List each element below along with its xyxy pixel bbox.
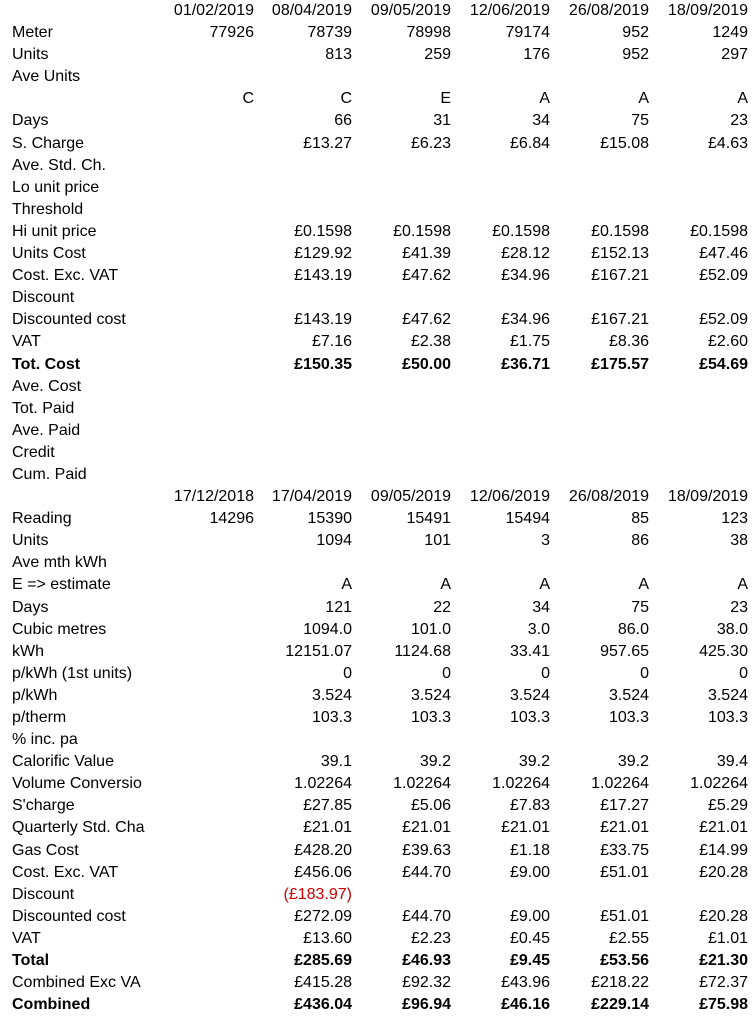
electricity-cell: £54.69	[699, 355, 748, 373]
gas-cell: 121	[325, 598, 352, 616]
electricity-cell: 78998	[406, 24, 451, 42]
electricity-row	[0, 199, 754, 221]
electricity-cell: £152.13	[591, 245, 649, 263]
electricity-row	[0, 420, 754, 442]
electricity-row-label: Tot. Cost	[12, 355, 81, 373]
gas-cell: £285.69	[294, 952, 352, 970]
electricity-cell: £41.39	[402, 245, 451, 263]
gas-cell: 86.0	[617, 620, 649, 638]
gas-cell: 3.524	[509, 686, 550, 704]
gas-row-label: Cost. Exc. VAT	[12, 863, 119, 881]
electricity-cell: C	[340, 90, 352, 108]
gas-cell: £1.18	[509, 841, 550, 859]
gas-cell: A	[737, 576, 748, 594]
gas-cell: 38	[730, 532, 748, 550]
gas-cell: 39.2	[617, 753, 649, 771]
gas-cell: 14296	[209, 510, 254, 528]
gas-cell: 1.02264	[591, 775, 649, 793]
gas-row	[0, 994, 754, 1016]
gas-cell: £51.01	[600, 863, 649, 881]
gas-cell: 86	[631, 532, 649, 550]
electricity-cell: 952	[622, 46, 649, 64]
gas-cell: £20.28	[699, 863, 748, 881]
gas-row-label: Discount	[12, 885, 75, 903]
gas-cell: £20.28	[699, 907, 748, 925]
electricity-cell: £34.96	[501, 267, 550, 285]
electricity-row	[0, 243, 754, 265]
gas-cell: £9.00	[509, 863, 550, 881]
electricity-row-label: S. Charge	[12, 134, 85, 152]
gas-cell: £456.06	[294, 863, 352, 881]
gas-row	[0, 508, 754, 530]
gas-cell: 22	[433, 598, 451, 616]
gas-section	[0, 486, 754, 1016]
gas-cell: 1094.0	[303, 620, 352, 638]
gas-cell: 1.02264	[690, 775, 748, 793]
electricity-cell: £2.60	[707, 333, 748, 351]
electricity-cell: £167.21	[591, 311, 649, 329]
electricity-cell: £0.1598	[294, 222, 352, 240]
electricity-row	[0, 464, 754, 486]
electricity-cell: 01/02/2019	[173, 2, 254, 19]
gas-cell: £13.60	[303, 929, 352, 947]
gas-row-label: Quarterly Std. Cha	[12, 819, 145, 837]
electricity-cell: £175.57	[591, 355, 649, 373]
gas-cell: 39.1	[320, 753, 352, 771]
electricity-cell: £52.09	[699, 267, 748, 285]
gas-cell: 103.3	[707, 709, 748, 726]
electricity-row	[0, 44, 754, 66]
gas-cell: £7.83	[509, 797, 550, 815]
electricity-cell: A	[539, 90, 550, 108]
gas-cell: 17/04/2019	[271, 488, 352, 506]
gas-row-label: Combined Exc VA	[12, 974, 141, 992]
gas-cell: A	[341, 576, 352, 594]
gas-cell: 23	[730, 598, 748, 616]
electricity-row	[0, 0, 754, 22]
electricity-row-label: VAT	[12, 333, 41, 351]
electricity-cell: 12/06/2019	[469, 2, 550, 19]
gas-cell: £46.93	[402, 952, 451, 970]
gas-row	[0, 707, 754, 729]
gas-cell: £51.01	[600, 907, 649, 925]
electricity-row	[0, 22, 754, 44]
electricity-cell: 297	[721, 46, 748, 64]
electricity-row	[0, 442, 754, 464]
electricity-row-label: Lo unit price	[12, 178, 100, 196]
gas-cell: £218.22	[591, 974, 649, 992]
gas-cell: £428.20	[294, 841, 352, 859]
gas-cell: £44.70	[402, 907, 451, 925]
gas-cell: £436.04	[294, 996, 352, 1014]
electricity-cell: £2.38	[410, 333, 451, 351]
gas-cell: 15491	[406, 510, 451, 528]
electricity-row	[0, 177, 754, 199]
gas-cell: A	[539, 576, 550, 594]
gas-cell: £21.01	[303, 819, 352, 837]
electricity-row-label: Ave. Std. Ch.	[12, 156, 106, 174]
electricity-cell: 18/09/2019	[667, 2, 748, 19]
gas-cell: 09/05/2019	[370, 488, 451, 506]
gas-cell: £43.96	[501, 974, 550, 992]
electricity-cell: 23	[730, 112, 748, 130]
gas-cell: £415.28	[294, 974, 352, 992]
gas-cell: £44.70	[402, 863, 451, 881]
gas-row	[0, 884, 754, 906]
electricity-cell: £13.27	[303, 134, 352, 152]
gas-row	[0, 928, 754, 950]
gas-cell: £21.30	[699, 952, 748, 970]
electricity-cell: A	[638, 90, 649, 108]
electricity-cell: 77926	[209, 24, 254, 42]
gas-cell: 103.3	[311, 709, 352, 726]
gas-cell: £72.37	[699, 974, 748, 992]
gas-cell: 1.02264	[492, 775, 550, 793]
gas-cell: 0	[442, 664, 451, 682]
gas-cell: 101	[424, 532, 451, 550]
electricity-cell: £34.96	[501, 311, 550, 329]
gas-cell: 1.02264	[393, 775, 451, 793]
electricity-row-label: Ave. Cost	[12, 377, 82, 395]
gas-row-label: Units	[12, 532, 49, 550]
electricity-row	[0, 88, 754, 110]
electricity-cell: 79174	[505, 24, 550, 42]
electricity-row-label: Meter	[12, 24, 53, 42]
electricity-row-label: Discounted cost	[12, 311, 126, 329]
electricity-row-label: Days	[12, 112, 49, 130]
gas-cell: 3.0	[527, 620, 550, 638]
electricity-cell: 176	[523, 46, 550, 64]
gas-cell: 123	[721, 510, 748, 528]
gas-row-label: p/kWh (1st units)	[12, 664, 133, 682]
gas-cell: 1094	[316, 532, 352, 550]
electricity-cell: £6.23	[410, 134, 451, 152]
gas-cell: £27.85	[303, 797, 352, 815]
gas-row-label: p/therm	[12, 709, 67, 726]
electricity-cell: £0.1598	[492, 222, 550, 240]
gas-cell: 957.65	[600, 642, 649, 660]
electricity-row	[0, 331, 754, 353]
electricity-cell: £4.63	[707, 134, 748, 152]
gas-row-label: Cubic metres	[12, 620, 107, 638]
gas-cell: 34	[532, 598, 550, 616]
gas-cell: 425.30	[699, 642, 748, 660]
gas-cell: £46.16	[501, 996, 550, 1014]
gas-cell: (£183.97)	[283, 885, 352, 903]
gas-cell: A	[638, 576, 649, 594]
electricity-cell: £15.08	[600, 134, 649, 152]
electricity-row-label: Ave Units	[12, 68, 81, 86]
electricity-cell: £36.71	[501, 355, 550, 373]
electricity-cell: £28.12	[501, 245, 550, 263]
gas-cell: £9.00	[509, 907, 550, 925]
gas-cell: 3.524	[707, 686, 748, 704]
gas-cell: 0	[640, 664, 649, 682]
electricity-cell: £52.09	[699, 311, 748, 329]
gas-cell: 85	[631, 510, 649, 528]
electricity-cell: £47.62	[402, 311, 451, 329]
electricity-row	[0, 66, 754, 88]
electricity-row-label: Cost. Exc. VAT	[12, 267, 119, 285]
gas-cell: £1.01	[707, 929, 748, 947]
gas-row	[0, 795, 754, 817]
gas-cell: 3.524	[608, 686, 649, 704]
electricity-cell: £47.46	[699, 245, 748, 263]
electricity-row-label: Hi unit price	[12, 222, 97, 240]
electricity-cell: 259	[424, 46, 451, 64]
gas-cell: 26/08/2019	[568, 488, 649, 506]
gas-cell: £0.45	[509, 929, 550, 947]
gas-row-label: Discounted cost	[12, 907, 126, 925]
gas-cell: 17/12/2018	[173, 488, 254, 506]
gas-row	[0, 574, 754, 596]
electricity-cell: £0.1598	[393, 222, 451, 240]
gas-row-label: kWh	[12, 642, 44, 660]
electricity-cell: 75	[631, 112, 649, 130]
gas-cell: 75	[631, 598, 649, 616]
gas-cell: £96.94	[402, 996, 451, 1014]
gas-cell: 103.3	[509, 709, 550, 726]
electricity-cell: £47.62	[402, 267, 451, 285]
electricity-cell: 09/05/2019	[370, 2, 451, 19]
gas-cell: £2.23	[410, 929, 451, 947]
gas-row	[0, 950, 754, 972]
electricity-cell: 26/08/2019	[568, 2, 649, 19]
gas-cell: 15390	[307, 510, 352, 528]
electricity-cell: £7.16	[311, 333, 352, 351]
gas-row-label: Reading	[12, 510, 72, 528]
electricity-row	[0, 110, 754, 132]
electricity-cell: £167.21	[591, 267, 649, 285]
gas-cell: 12/06/2019	[469, 488, 550, 506]
gas-cell: 18/09/2019	[667, 488, 748, 506]
gas-row-label: Gas Cost	[12, 841, 79, 859]
gas-row	[0, 972, 754, 994]
electricity-row	[0, 155, 754, 177]
electricity-row	[0, 221, 754, 243]
gas-cell: £229.14	[591, 996, 649, 1014]
gas-row-label: VAT	[12, 929, 41, 947]
gas-row	[0, 906, 754, 928]
electricity-cell: £6.84	[509, 134, 550, 152]
gas-row	[0, 773, 754, 795]
gas-row	[0, 751, 754, 773]
electricity-row	[0, 354, 754, 376]
gas-row-label: p/kWh	[12, 686, 58, 704]
gas-cell: 39.2	[518, 753, 550, 771]
gas-cell: £92.32	[402, 974, 451, 992]
gas-row	[0, 486, 754, 508]
gas-row-label: % inc. pa	[12, 731, 78, 749]
electricity-cell: 66	[334, 112, 352, 130]
gas-cell: 39.2	[419, 753, 451, 771]
gas-row	[0, 685, 754, 707]
electricity-cell: 813	[325, 46, 352, 64]
gas-cell: 3.524	[311, 686, 352, 704]
electricity-row-label: Cum. Paid	[12, 465, 87, 483]
gas-cell: 15494	[505, 510, 550, 528]
electricity-cell: 1249	[712, 24, 748, 42]
electricity-cell: 31	[433, 112, 451, 130]
gas-cell: 103.3	[608, 709, 649, 726]
electricity-row-label: Units	[12, 46, 49, 64]
gas-row-label: Days	[12, 598, 49, 616]
gas-row-label: Ave mth kWh	[12, 554, 107, 572]
gas-cell: 0	[541, 664, 550, 682]
electricity-cell: 34	[532, 112, 550, 130]
gas-cell: £53.56	[600, 952, 649, 970]
electricity-cell: 78739	[307, 24, 352, 42]
electricity-cell: £143.19	[294, 267, 352, 285]
electricity-row-label: Units Cost	[12, 245, 86, 263]
gas-cell: £5.06	[410, 797, 451, 815]
electricity-cell: C	[242, 90, 254, 108]
gas-cell: 0	[739, 664, 748, 682]
gas-row	[0, 840, 754, 862]
gas-cell: 12151.07	[285, 642, 352, 660]
gas-cell: £17.27	[600, 797, 649, 815]
gas-cell: 3.524	[410, 686, 451, 704]
electricity-cell: £0.1598	[690, 222, 748, 240]
gas-cell: £5.29	[707, 797, 748, 815]
gas-cell: 1124.68	[394, 642, 451, 660]
gas-row-label: S'charge	[12, 797, 75, 815]
gas-cell: 1.02264	[294, 775, 352, 793]
gas-cell: 3	[541, 532, 550, 550]
gas-row-label: E => estimate	[12, 576, 111, 594]
electricity-row	[0, 265, 754, 287]
gas-cell: 38.0	[716, 620, 748, 638]
gas-cell: £272.09	[294, 907, 352, 925]
electricity-cell: A	[737, 90, 748, 108]
gas-cell: £39.63	[402, 841, 451, 859]
gas-cell: £21.01	[699, 819, 748, 837]
gas-row-label: Calorific Value	[12, 753, 114, 771]
electricity-cell: 08/04/2019	[271, 2, 352, 19]
gas-row-label: Volume Conversio	[12, 775, 142, 793]
gas-cell: A	[440, 576, 451, 594]
electricity-row	[0, 376, 754, 398]
electricity-cell: £8.36	[608, 333, 649, 351]
gas-cell: £21.01	[600, 819, 649, 837]
electricity-cell: £0.1598	[591, 222, 649, 240]
electricity-cell: 952	[622, 24, 649, 42]
gas-row	[0, 552, 754, 574]
gas-row	[0, 641, 754, 663]
electricity-cell: £143.19	[294, 311, 352, 329]
gas-row-label: Combined	[12, 996, 91, 1014]
gas-cell: 103.3	[410, 709, 451, 726]
electricity-cell: £129.92	[294, 245, 352, 263]
gas-row	[0, 862, 754, 884]
gas-cell: 0	[343, 664, 352, 682]
gas-cell: £2.55	[608, 929, 649, 947]
gas-row	[0, 817, 754, 839]
gas-row-label: Total	[12, 952, 50, 970]
electricity-row-label: Discount	[12, 289, 75, 307]
electricity-cell: £1.75	[509, 333, 550, 351]
electricity-row-label: Threshold	[12, 200, 84, 218]
electricity-row	[0, 287, 754, 309]
gas-cell: £14.99	[699, 841, 748, 859]
gas-row	[0, 597, 754, 619]
gas-row	[0, 663, 754, 685]
electricity-row	[0, 309, 754, 331]
gas-cell: £75.98	[699, 996, 748, 1014]
gas-cell: 39.4	[716, 753, 748, 771]
gas-cell: £9.45	[509, 952, 550, 970]
electricity-cell: E	[440, 90, 451, 108]
gas-cell: £33.75	[600, 841, 649, 859]
electricity-section	[0, 0, 754, 486]
gas-row	[0, 619, 754, 641]
gas-cell: 101.0	[410, 620, 451, 638]
electricity-row	[0, 398, 754, 420]
gas-row	[0, 729, 754, 751]
gas-cell: 33.41	[509, 642, 550, 660]
electricity-row	[0, 133, 754, 155]
gas-cell: £21.01	[501, 819, 550, 837]
electricity-row-label: Ave. Paid	[12, 421, 81, 439]
electricity-cell: £50.00	[402, 355, 451, 373]
electricity-row-label: Credit	[12, 443, 55, 461]
gas-cell: £21.01	[402, 819, 451, 837]
gas-row	[0, 530, 754, 552]
electricity-row-label: Tot. Paid	[12, 399, 75, 417]
electricity-cell: £150.35	[294, 355, 352, 373]
